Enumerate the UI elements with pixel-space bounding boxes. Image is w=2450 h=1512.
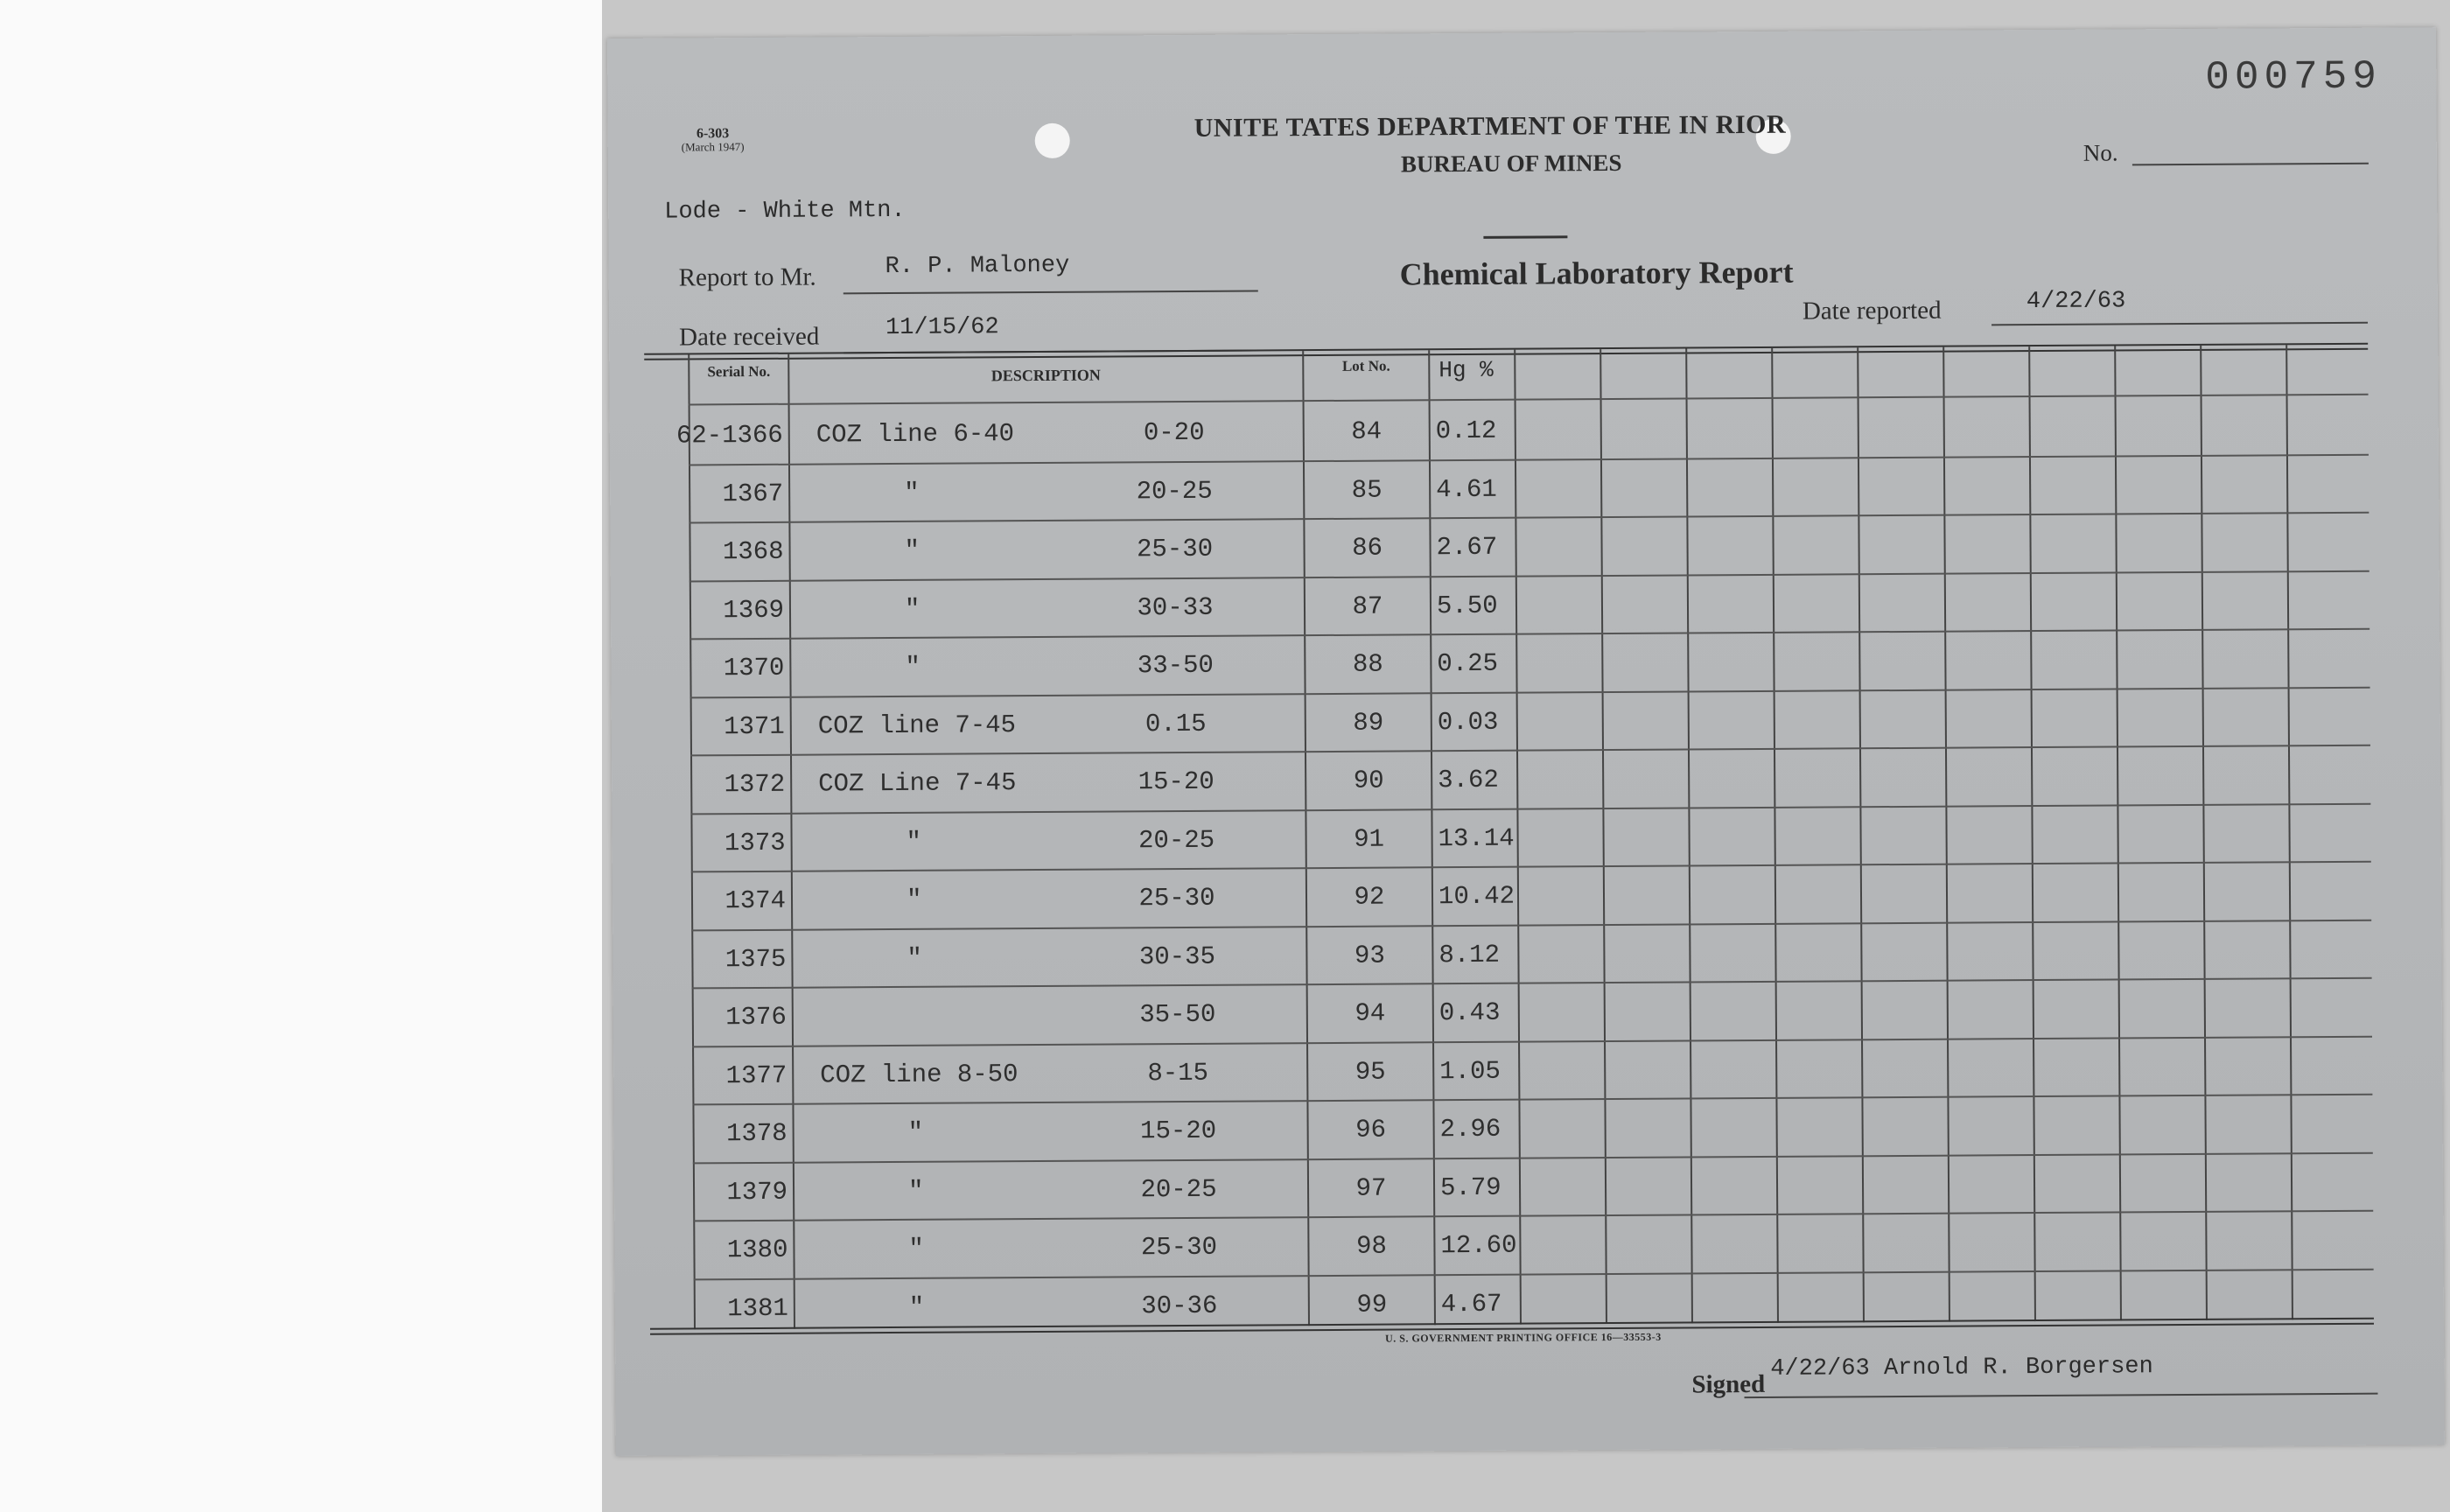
description-cell: " — [908, 1292, 925, 1322]
serial-cell: 1369 — [723, 595, 785, 625]
serial-cell: 1376 — [725, 1002, 787, 1032]
col-header-description: DESCRIPTION — [990, 366, 1101, 385]
report-to-label: Report to Mr. — [678, 262, 816, 292]
serial-cell: 1373 — [724, 828, 786, 858]
column-divider — [1685, 348, 1693, 1323]
form-edition: (March 1947) — [681, 140, 745, 154]
range-cell: 15-20 — [1140, 1116, 1217, 1146]
serial-cell: 1370 — [723, 653, 785, 683]
range-cell: 33-50 — [1137, 650, 1214, 681]
hg-cell: 0.12 — [1435, 416, 1497, 446]
col-header-serial: Serial No. — [707, 362, 771, 381]
description-cell: COZ line 7-45 — [817, 710, 1017, 741]
description-cell: " — [906, 827, 922, 857]
range-cell: 20-25 — [1136, 476, 1213, 506]
description-cell: COZ Line 7-45 — [818, 768, 1017, 799]
form-number — [682, 127, 745, 153]
lot-cell: 90 — [1353, 766, 1384, 795]
hg-cell: 1.05 — [1439, 1056, 1501, 1086]
serial-cell: 1372 — [724, 769, 786, 800]
description-cell: " — [906, 885, 922, 914]
date-received-label: Date received — [678, 322, 820, 352]
column-divider — [1942, 347, 1950, 1322]
range-cell: 30-35 — [1138, 942, 1216, 971]
range-cell: 35-50 — [1139, 999, 1216, 1030]
hg-cell: 0.25 — [1437, 648, 1499, 679]
column-divider — [1857, 347, 1865, 1322]
date-reported-line — [1992, 322, 2368, 326]
col-header-lot: Lot No. — [1341, 357, 1390, 374]
date-reported-value: 4/22/63 — [2026, 288, 2126, 316]
description-cell: " — [906, 943, 922, 973]
hg-cell: 0.03 — [1437, 707, 1499, 737]
hg-cell: 4.61 — [1436, 474, 1497, 504]
date-reported-label: Date reported — [1802, 296, 1942, 326]
signed-label: Signed — [1691, 1369, 1766, 1399]
lot-cell: 87 — [1352, 592, 1383, 621]
lot-cell: 86 — [1352, 533, 1383, 563]
column-divider — [2286, 345, 2293, 1320]
lot-cell: 96 — [1355, 1115, 1387, 1144]
col-header-hg: Hg % — [1438, 356, 1494, 384]
description-cell: " — [905, 652, 920, 682]
range-cell: 20-25 — [1140, 1174, 1217, 1204]
document-id: 000759 — [2205, 53, 2383, 101]
hg-cell: 8.12 — [1438, 940, 1501, 970]
hg-cell: 0.43 — [1438, 998, 1501, 1028]
report-title: Chemical Laboratory Report — [1399, 254, 1794, 292]
serial-cell: 1375 — [724, 944, 787, 974]
range-cell: 25-30 — [1140, 1232, 1218, 1263]
serial-cell: 1367 — [722, 479, 784, 508]
lot-cell: 85 — [1351, 475, 1382, 505]
description-cell: " — [904, 536, 920, 565]
lot-cell: 95 — [1354, 1057, 1386, 1087]
lot-cell: 92 — [1354, 882, 1385, 912]
lot-cell: 84 — [1351, 416, 1382, 446]
lot-cell: 89 — [1353, 708, 1384, 738]
lot-cell: 94 — [1354, 998, 1386, 1028]
range-cell: 25-30 — [1136, 534, 1214, 564]
serial-cell: 1379 — [726, 1177, 788, 1207]
column-divider — [2028, 346, 2036, 1321]
description-cell: COZ line 8-50 — [820, 1059, 1018, 1090]
signed-line — [1745, 1393, 2378, 1398]
hg-cell: 4.67 — [1440, 1289, 1502, 1319]
printing-office-note: U. S. GOVERNMENT PRINTING OFFICE 16—33553-3 — [1385, 1330, 1662, 1345]
serial-cell: 62-1366 — [676, 420, 783, 451]
hg-cell: 5.79 — [1439, 1172, 1502, 1202]
hg-cell: 13.14 — [1438, 823, 1515, 853]
report-to-line — [844, 290, 1258, 294]
hg-cell: 2.67 — [1436, 532, 1498, 563]
column-divider — [1771, 348, 1779, 1323]
column-divider — [2114, 346, 2122, 1320]
range-cell: 15-20 — [1138, 766, 1214, 797]
serial-cell: 1378 — [725, 1118, 788, 1149]
report-sheet — [607, 27, 2445, 1456]
hg-cell: 2.96 — [1439, 1114, 1502, 1144]
range-cell: 30-36 — [1141, 1291, 1218, 1320]
serial-cell: 1371 — [724, 711, 785, 741]
serial-cell: 1377 — [725, 1060, 788, 1090]
column-divider — [2200, 346, 2208, 1320]
hg-cell: 3.62 — [1438, 765, 1499, 795]
column-divider — [788, 354, 795, 1329]
hg-cell: 10.42 — [1438, 881, 1516, 912]
date-received-value: 11/15/62 — [885, 314, 999, 342]
hg-cell: 12.60 — [1440, 1230, 1517, 1261]
table-top-rule-inner — [644, 348, 2368, 360]
form-number-text: 6-303 — [696, 126, 730, 142]
column-divider — [1600, 349, 1607, 1324]
serial-cell: 1380 — [726, 1235, 788, 1265]
signed-value: 4/22/63 Arnold R. Borgersen — [1770, 1354, 2153, 1382]
range-cell: 0-20 — [1143, 417, 1205, 448]
no-field-line — [2132, 163, 2369, 166]
lot-cell: 91 — [1354, 824, 1385, 854]
no-label: No. — [2082, 139, 2118, 166]
title-divider — [1483, 235, 1567, 239]
description-cell: " — [904, 478, 920, 508]
description-cell: " — [907, 1176, 924, 1206]
lot-cell: 99 — [1356, 1290, 1388, 1320]
description-cell — [820, 1001, 1109, 1003]
description-cell: " — [904, 594, 920, 624]
lot-cell: 98 — [1355, 1231, 1387, 1261]
lot-cell: 88 — [1352, 649, 1383, 679]
range-cell: 8-15 — [1147, 1058, 1209, 1088]
lot-cell: 97 — [1355, 1173, 1387, 1203]
range-cell: 25-30 — [1138, 883, 1215, 914]
agency-heading: UNITE TATES DEPARTMENT OF THE IN RIOR — [1194, 109, 1787, 143]
serial-cell: 1368 — [722, 536, 784, 567]
description-cell: " — [907, 1117, 924, 1147]
serial-cell: 1374 — [724, 886, 787, 916]
range-cell: 30-33 — [1137, 592, 1214, 622]
range-cell: 20-25 — [1138, 825, 1215, 855]
punch-hole-left — [1035, 123, 1070, 158]
description-cell: " — [908, 1234, 924, 1264]
lode-name: Lode - White Mtn. — [664, 197, 906, 226]
description-cell: COZ line 6-40 — [816, 419, 1015, 450]
lot-cell: 93 — [1354, 941, 1385, 970]
report-to-value: R. P. Maloney — [885, 252, 1070, 281]
serial-cell: 1381 — [727, 1293, 788, 1323]
range-cell: 0.15 — [1144, 709, 1207, 738]
hg-cell: 5.50 — [1436, 591, 1498, 620]
bureau-heading: BUREAU OF MINES — [1400, 149, 1622, 178]
